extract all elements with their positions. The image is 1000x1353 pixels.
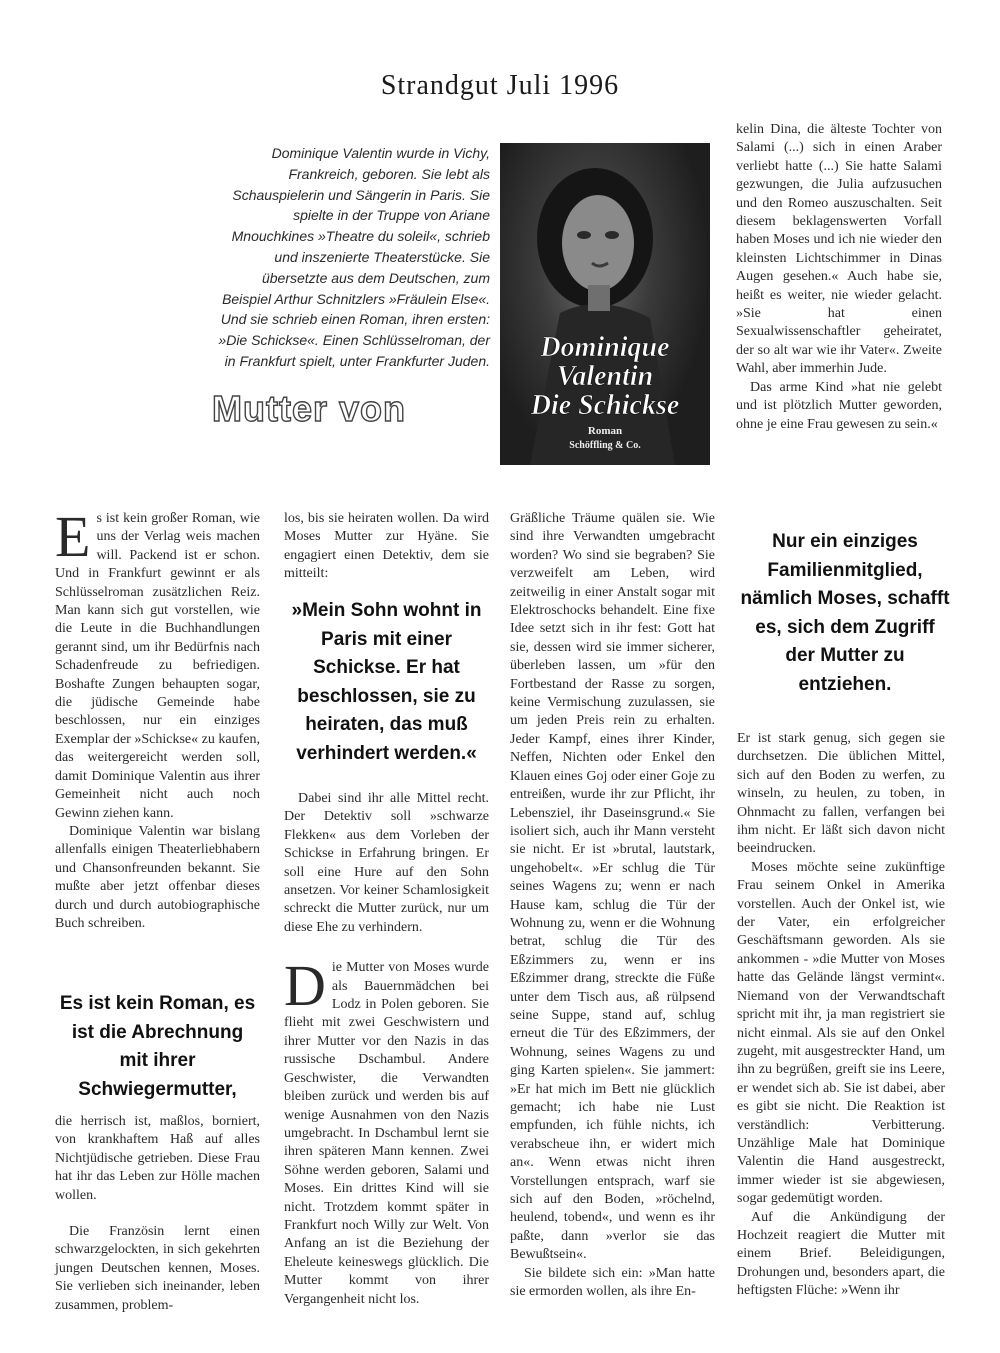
paragraph: Er ist stark genug, sich gegen sie durchsetzen. Die üblichen Mittel, sich auf den Boden zu werfen, zu winseln, zu heulen, zu toben, in Ohnmacht zu fallen, verfangen bei ihm nicht. Er läßt sich davon nicht beeindrucken.: [737, 731, 945, 857]
paragraph: kelin Dina, die älteste Tochter von Salami (...) sich in einen Araber verliebt hatte (...) Sie hatte Salami gezwungen, die Julia aufzusuchen und den Romeo auszuschalten. Seit diesem beklagenswerten Vorfall haben Moses und ich nie wieder den kleinsten Lichtschimmer in Dinas Augen gesehen.« Auch habe sie, heißt es weiter, nie wieder gelacht. »Sie hat einen Sexualwissenschaftler geheiratet, der so alt war wie ihr Vater«. Zweite Wahl, aber immerhin Jude.: [736, 122, 942, 377]
column-1: [55, 504, 260, 933]
column-2-continued: [284, 790, 489, 1309]
cover-author-last: Valentin: [556, 361, 654, 392]
cover-author-first: Dominique: [540, 332, 670, 363]
cover-subtitle: Roman: [587, 425, 623, 437]
paragraph: Die Französin lernt einen schwarzgelockten, in sich gekehrten jungen Deutschen kennen, Moses. Sie verlieben sich ineinander, leben zusammen, problem-: [55, 1224, 260, 1313]
pull-quote-1: Es ist kein Roman, es ist die Abrechnung mit ihrer Schwiegermutter,: [59, 993, 256, 1100]
top-right-column: [736, 121, 942, 434]
paragraph: los, bis sie heiraten wollen. Da wird Moses Mutter zur Hyäne. Sie engagiert einen Detektiv, dem sie mitteilt:: [284, 511, 489, 582]
column-2: [284, 510, 489, 584]
paragraph: die herrisch ist, maßlos, borniert, von krankhaftem Haß auf alles Nichtjüdische getrieben. Diese Frau hat ihr das Leben zur Hölle machen wollen.: [55, 1114, 260, 1203]
cover-book-title: Die Schickse: [530, 390, 680, 421]
column-1-continued: [55, 1113, 260, 1315]
paragraph: [284, 953, 489, 1309]
column-3: [510, 510, 715, 1301]
column-4: [737, 730, 945, 1301]
drop-cap: E: [55, 504, 91, 569]
paragraph: Das arme Kind »hat nie gelebt und ist plötzlich Mutter geworden, ohne je eine Frau gewesen zu sein.«: [736, 379, 942, 432]
kicker-headline: Mutter von: [212, 388, 406, 429]
intro-text: Dominique Valentin wurde in Vichy, Frankreich, geboren. Sie lebt als Schauspielerin und Sängerin in Paris. Sie spielte in der Truppe von Ariane Mnouchkines »Theatre du soleil«, schrieb und inszenierte Theaterstücke. Sie übersetzte aus dem Deutschen, zum Beispiel Arthur Schnitzlers »Fräulein Else«. Und sie schrieb einen Roman, ihren ersten: »Die Schickse«. Einen Schlüsselroman, der in Frankfurt spielt, unter Frankfurter Juden.: [218, 145, 490, 369]
paragraph: Sie bildete sich ein: »Man hatte sie ermorden wollen, als ihre En-: [510, 1265, 715, 1300]
paragraph: Moses möchte seine zukünftige Frau seinem Onkel in Amerika vorstellen. Auch der Onkel ist, wie der Vater, ein erfolgreicher Geschäftsmann geworden. Als sie ankommen - »die Mutter von Moses hatte das Gelände längst vermint«. Niemand von der Verwandtschaft spricht mit ihr, ja man registriert sie nicht einmal. Als sie auf den Onkel zugeht, mit ausgestreckter Hand, um ihn zu begrüßen, greift sie ins Leere, er wendet sich ab. Sie ist dabei, aber es gibt sie nicht. Die Reaktion ist verständlich: Verbitterung. Unzählige Male hat Dominique Valentin die Hand ausgestreckt, immer wieder ist sie abgewiesen, sogar gedemütigt worden.: [737, 859, 945, 1207]
paragraph: Dabei sind ihr alle Mittel recht. Der Detektiv soll »schwarze Flekken« aus dem Vorleben der Schickse in Erfahrung bringen. Er soll eine Hure auf den Sohn ansetzen. Vor keiner Schamlosigkeit schreckt die Mutter zurück, nur um diese Ehe zu verhindern.: [284, 791, 489, 935]
paragraph: [55, 504, 260, 823]
paragraph: Gräßliche Träume quälen sie. Wie sind ihre Verwandten umgebracht worden? Wo sind sie begraben? Sie verzweifelt am Leben, wird zeitweilig in einer Anstalt sogar mit Elektroschocks behandelt. Eine fixe Idee setzt sich in ihr fest: Gott hat sie, dessen wird sie immer sicherer, überleben lassen, um »für den Fortbestand der Rasse zu sorgen, keine Vermischung zuzulassen, sie um jeden Preis rein zu erhalten. Jeder Kampf, eines ihrer Kinder, Neffen, Nichten oder Enkel den Klauen eines Goj oder einer Goje zu entreißen, wurde ihr zur Pflicht, ihr Lebensziel, ihr Daseinsgrund.« Sie isoliert sich, auch ihr Mann versteht sie nicht. Er ist »brutal, lautstark, ungehobelt«. »Er schlug die Tür seines Wagens zu; wenn er nach Hause kam, schlug die Tür der Wohnung zu, wenn er die Wohnung betrat, schlug die Tür des Eßzimmers zu, wenn er ins Eßzimmer drang, streckte die Füße unter dem Tisch aus, aß rülpsend seine Suppe, stand auf, schlug erneut die Tür des Eßzimmers, der Wohnung, seines Wagens zu und ging Karten spielen«. Sie jammert: »Er hat mich im Bett nie glücklich gemacht; ich habe nie Lust empfunden, ich fühle nichts, ich verabscheue ihn, er widert mich an«. Wenn etwas nicht ihren Vorstellungen entsprach, warf sie sich auf den Boden, »röchelnd, heulend, tobend«, und wenn es ihr paßte, dann »verlor sie das Bewußtsein«.: [510, 511, 715, 1263]
paragraph-text: s ist kein großer Roman, wie uns der Verlag weis machen will. Packend ist er schon. Und in Frankfurt gewinnt er als Schlüsselroman zusätzlichen Reiz. Man kann sich gut vorstellen, wie die Leute in die Buchhandlungen gerannt sind, um ihr Bedürfnis nach Schadenfreude zu befriedigen. Boshafte Zungen behaupten sogar, die jüdische Gemeinde habe beschlossen, nur ein einziges Exemplar der »Schickse« zu kaufen, das weitergereicht werden soll, damit Dominique Valentin aus ihrer Gemeinheit nicht auch noch Gewinn ziehen kann.: [55, 511, 260, 821]
page-title: Strandgut Juli 1996: [380, 70, 620, 101]
cover-publisher: Schöffling & Co.: [569, 440, 641, 451]
cover-author: [500, 333, 710, 420]
paragraph-text: ie Mutter von Moses wurde als Bauernmädchen bei Lodz in Polen geboren. Sie flieht mit zwei Geschwistern und ihrer Mutter vor den Nazis in das russische Dschambul. Andere Geschwister, die Verwandten bleiben zurück und werden bis auf wenige Ausnahmen von den Nazis umgebracht. In Dschambul lernt sie ihren späteren Mann kennen. Zwei Söhne werden geboren, Salami und Moses. Ein drittes Kind will sie nicht. Trotzdem kommt später in Frankfurt noch Willy zur Welt. Von Anfang an ist die Beziehung der Eheleute keineswegs glücklich. Die Mutter kommt von ihrer Vergangenheit nicht los.: [284, 960, 489, 1307]
paragraph: Dominique Valentin war bislang allenfalls einigen Theaterliebhabern und Chansonfreunden bekannt. Sie mußte aber jetzt offenbar dieses durch und durch autobiographische Buch schreiben.: [55, 823, 260, 931]
drop-cap: D: [284, 953, 326, 1019]
pull-quote-2: »Mein Sohn wohnt in Paris mit einer Schickse. Er hat beschlossen, sie zu heiraten, das muß verhindert werden.«: [291, 600, 482, 764]
book-cover: [500, 143, 710, 465]
paragraph: Auf die Ankündigung der Hochzeit reagiert die Mutter mit einem Brief. Beleidigungen, Drohungen und, besonders apart, die heftigsten Flüche: »Wenn ihr: [737, 1209, 945, 1299]
pull-quote-3: Nur ein einziges Familienmitglied, nämlich Moses, schafft es, sich dem Zugriff der Mutter zu entziehen.: [740, 531, 950, 695]
